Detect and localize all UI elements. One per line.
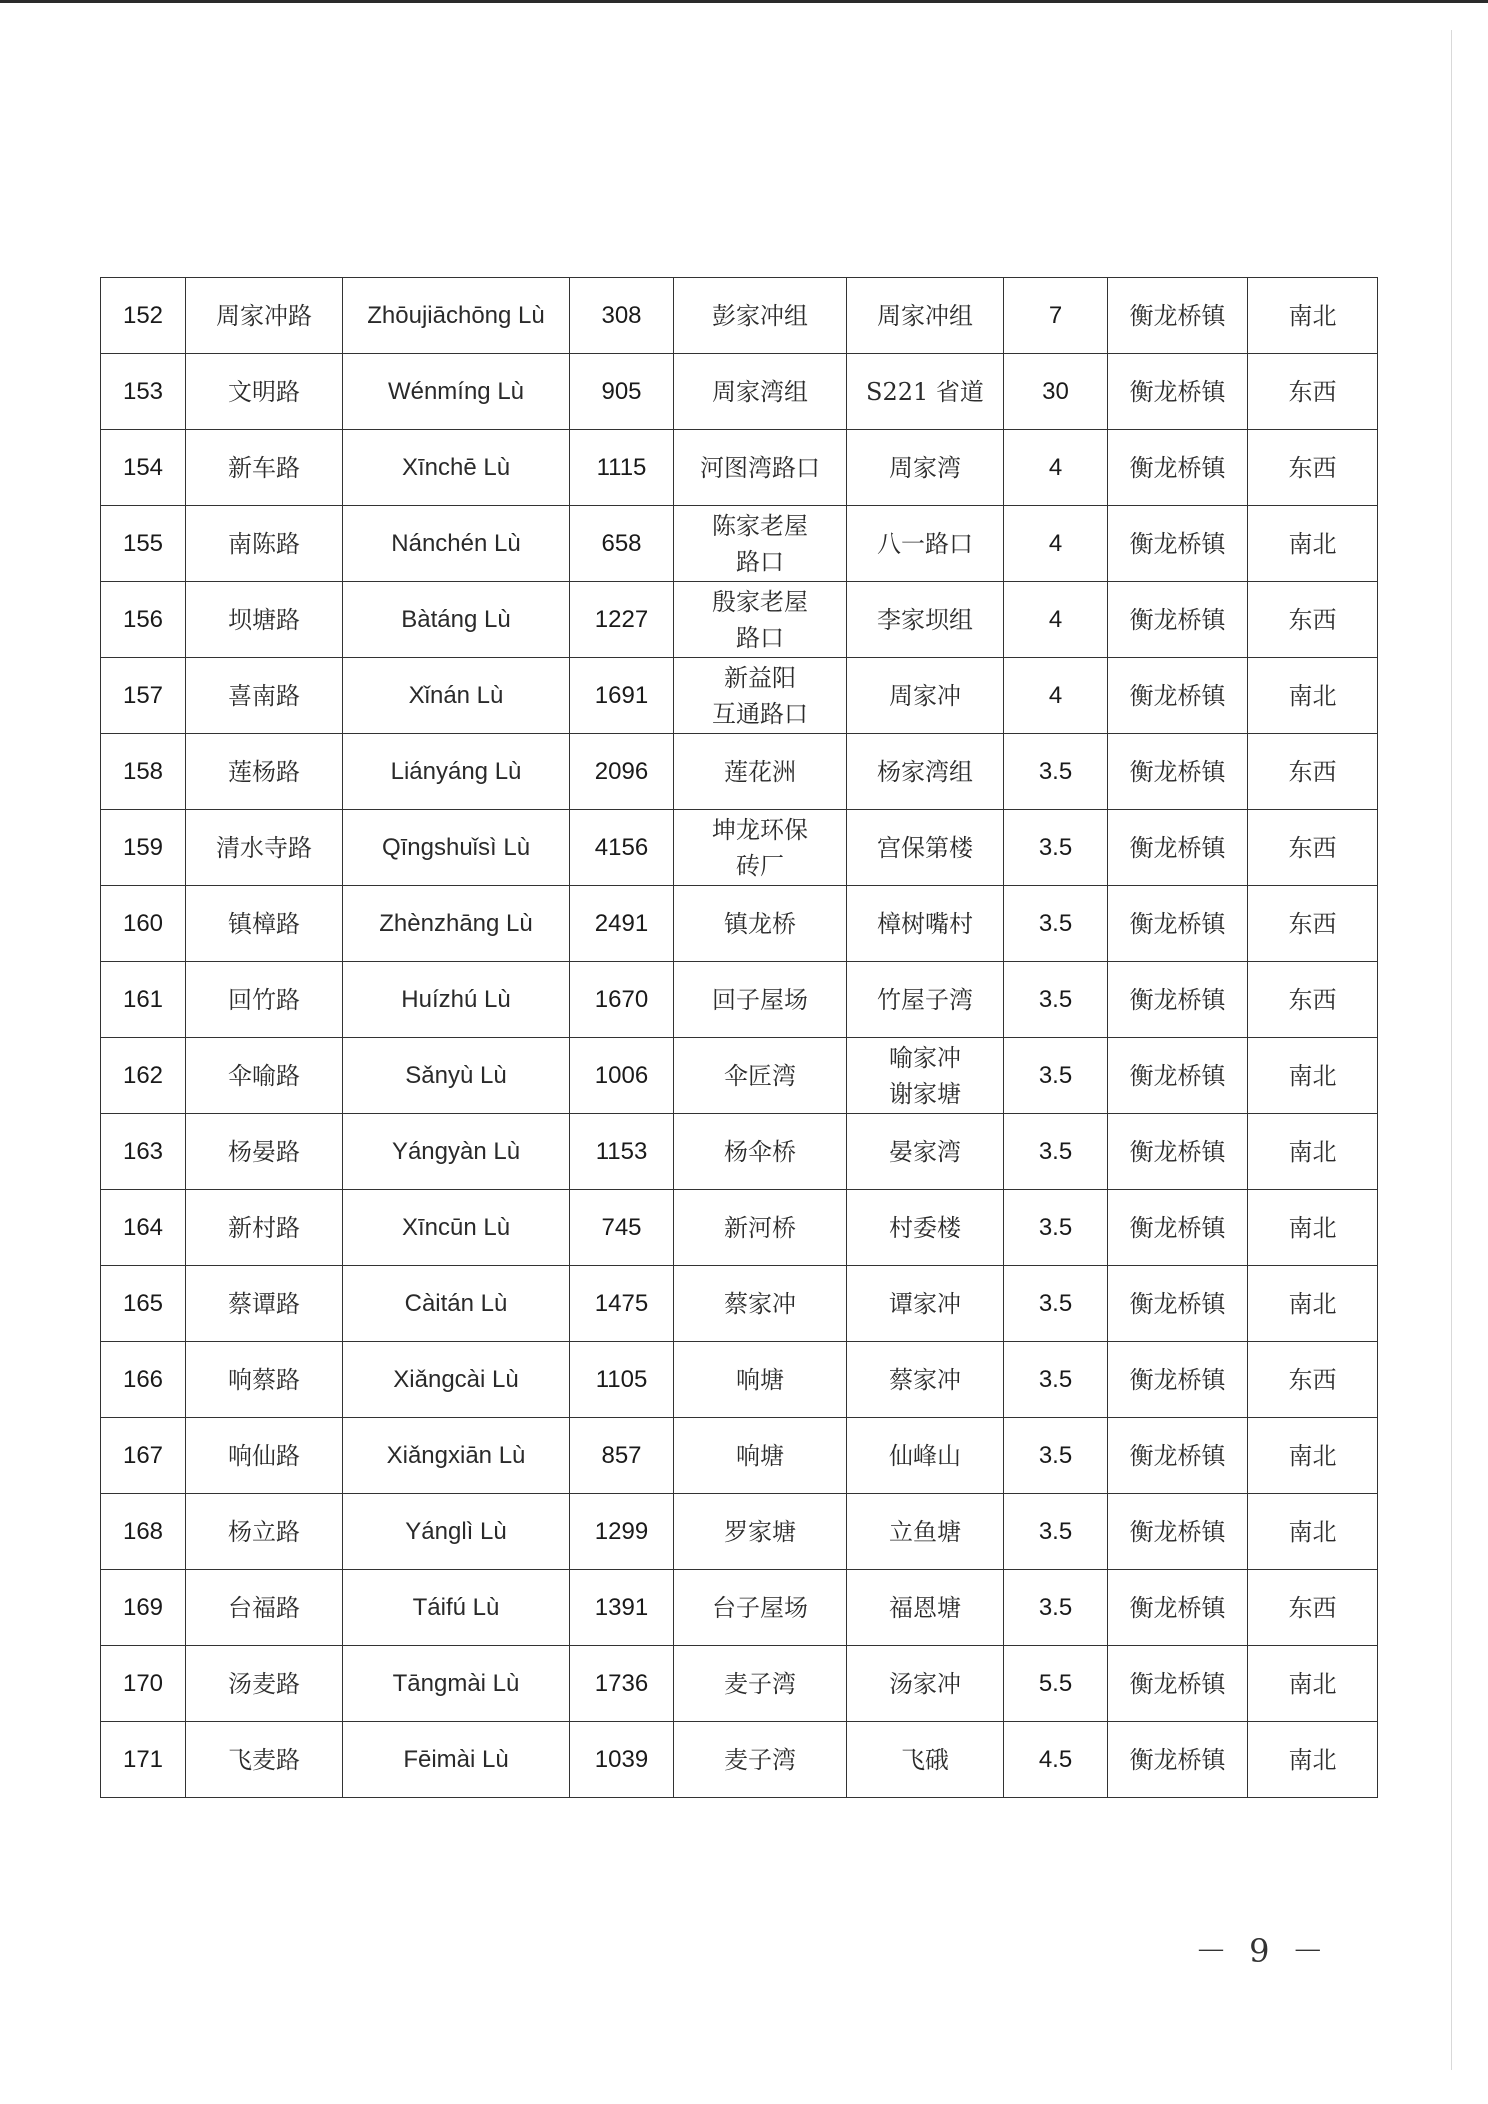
length-cell: 2096	[570, 734, 674, 810]
start-point-cell: 坤龙环保 砖厂	[674, 810, 847, 886]
table-row	[101, 278, 1378, 354]
length-cell: 1691	[570, 658, 674, 734]
road-name-cell: 汤麦路	[186, 1646, 343, 1722]
start-point-cell: 麦子湾	[674, 1646, 847, 1722]
length-cell: 1115	[570, 430, 674, 506]
end-point-cell: S221 省道	[847, 354, 1004, 430]
end-point-cell: 八一路口	[847, 506, 1004, 582]
end-point-cell: 李家坝组	[847, 582, 1004, 658]
length-cell: 1475	[570, 1266, 674, 1342]
direction-cell: 东西	[1248, 1570, 1378, 1646]
length-cell: 4156	[570, 810, 674, 886]
row-number-cell: 153	[101, 354, 186, 430]
length-cell: 658	[570, 506, 674, 582]
pinyin-cell: Xīnchē Lù	[343, 430, 570, 506]
row-number-cell: 165	[101, 1266, 186, 1342]
table-row	[101, 1114, 1378, 1190]
direction-cell: 东西	[1248, 810, 1378, 886]
table-row	[101, 1722, 1378, 1798]
length-cell: 1153	[570, 1114, 674, 1190]
road-name-cell: 镇樟路	[186, 886, 343, 962]
start-point-cell: 响塘	[674, 1342, 847, 1418]
width-cell: 4.5	[1004, 1722, 1108, 1798]
road-name-cell: 杨立路	[186, 1494, 343, 1570]
pinyin-cell: Xǐnán Lù	[343, 658, 570, 734]
table-row	[101, 734, 1378, 810]
table-row	[101, 810, 1378, 886]
table-body	[101, 278, 1378, 1798]
road-name-cell: 新车路	[186, 430, 343, 506]
end-point-cell: 周家湾	[847, 430, 1004, 506]
row-number-cell: 166	[101, 1342, 186, 1418]
pinyin-cell: Liányáng Lù	[343, 734, 570, 810]
start-point-cell: 莲花洲	[674, 734, 847, 810]
table-row	[101, 1342, 1378, 1418]
direction-cell: 南北	[1248, 1038, 1378, 1114]
end-point-cell: 仙峰山	[847, 1418, 1004, 1494]
direction-cell: 南北	[1248, 1646, 1378, 1722]
direction-cell: 东西	[1248, 962, 1378, 1038]
start-point-cell: 陈家老屋 路口	[674, 506, 847, 582]
road-name-cell: 喜南路	[186, 658, 343, 734]
start-point-cell: 罗家塘	[674, 1494, 847, 1570]
direction-cell: 南北	[1248, 1266, 1378, 1342]
scan-margin-line	[1451, 30, 1452, 2070]
page-number: － 9 －	[1195, 1932, 1330, 1970]
length-cell: 1006	[570, 1038, 674, 1114]
width-cell: 3.5	[1004, 1494, 1108, 1570]
table-row	[101, 582, 1378, 658]
table-row	[101, 1494, 1378, 1570]
row-number-cell: 170	[101, 1646, 186, 1722]
end-point-cell: 杨家湾组	[847, 734, 1004, 810]
width-cell: 3.5	[1004, 1570, 1108, 1646]
pinyin-cell: Nánchén Lù	[343, 506, 570, 582]
row-number-cell: 161	[101, 962, 186, 1038]
width-cell: 3.5	[1004, 1342, 1108, 1418]
town-cell: 衡龙桥镇	[1108, 430, 1248, 506]
end-point-cell: 晏家湾	[847, 1114, 1004, 1190]
start-point-cell: 回子屋场	[674, 962, 847, 1038]
direction-cell: 东西	[1248, 1342, 1378, 1418]
width-cell: 4	[1004, 506, 1108, 582]
table-row	[101, 1646, 1378, 1722]
pinyin-cell: Bàtáng Lù	[343, 582, 570, 658]
direction-cell: 南北	[1248, 658, 1378, 734]
town-cell: 衡龙桥镇	[1108, 582, 1248, 658]
start-point-cell: 殷家老屋 路口	[674, 582, 847, 658]
width-cell: 3.5	[1004, 1190, 1108, 1266]
pinyin-cell: Qīngshuǐsì Lù	[343, 810, 570, 886]
end-point-cell: 蔡家冲	[847, 1342, 1004, 1418]
length-cell: 1736	[570, 1646, 674, 1722]
town-cell: 衡龙桥镇	[1108, 1570, 1248, 1646]
width-cell: 4	[1004, 582, 1108, 658]
row-number-cell: 164	[101, 1190, 186, 1266]
width-cell: 5.5	[1004, 1646, 1108, 1722]
town-cell: 衡龙桥镇	[1108, 1494, 1248, 1570]
row-number-cell: 154	[101, 430, 186, 506]
length-cell: 905	[570, 354, 674, 430]
pinyin-cell: Xiǎngxiān Lù	[343, 1418, 570, 1494]
width-cell: 3.5	[1004, 734, 1108, 810]
road-name-cell: 回竹路	[186, 962, 343, 1038]
row-number-cell: 162	[101, 1038, 186, 1114]
road-name-cell: 响蔡路	[186, 1342, 343, 1418]
start-point-cell: 周家湾组	[674, 354, 847, 430]
start-point-cell: 镇龙桥	[674, 886, 847, 962]
direction-cell: 南北	[1248, 1190, 1378, 1266]
road-name-cell: 南陈路	[186, 506, 343, 582]
town-cell: 衡龙桥镇	[1108, 506, 1248, 582]
town-cell: 衡龙桥镇	[1108, 1646, 1248, 1722]
pinyin-cell: Xīncūn Lù	[343, 1190, 570, 1266]
width-cell: 4	[1004, 658, 1108, 734]
length-cell: 1670	[570, 962, 674, 1038]
road-name-cell: 周家冲路	[186, 278, 343, 354]
town-cell: 衡龙桥镇	[1108, 1342, 1248, 1418]
direction-cell: 南北	[1248, 1494, 1378, 1570]
road-name-cell: 台福路	[186, 1570, 343, 1646]
length-cell: 1039	[570, 1722, 674, 1798]
table-row	[101, 886, 1378, 962]
town-cell: 衡龙桥镇	[1108, 1418, 1248, 1494]
length-cell: 1227	[570, 582, 674, 658]
table-row	[101, 506, 1378, 582]
town-cell: 衡龙桥镇	[1108, 1190, 1248, 1266]
town-cell: 衡龙桥镇	[1108, 1266, 1248, 1342]
table-row	[101, 1190, 1378, 1266]
end-point-cell: 立鱼塘	[847, 1494, 1004, 1570]
row-number-cell: 157	[101, 658, 186, 734]
width-cell: 7	[1004, 278, 1108, 354]
table-row	[101, 1418, 1378, 1494]
pinyin-cell: Fēimài Lù	[343, 1722, 570, 1798]
direction-cell: 南北	[1248, 278, 1378, 354]
town-cell: 衡龙桥镇	[1108, 278, 1248, 354]
pinyin-cell: Táifú Lù	[343, 1570, 570, 1646]
town-cell: 衡龙桥镇	[1108, 1722, 1248, 1798]
row-number-cell: 171	[101, 1722, 186, 1798]
row-number-cell: 158	[101, 734, 186, 810]
direction-cell: 东西	[1248, 734, 1378, 810]
end-point-cell: 竹屋子湾	[847, 962, 1004, 1038]
pinyin-cell: Sǎnyù Lù	[343, 1038, 570, 1114]
direction-cell: 东西	[1248, 582, 1378, 658]
road-name-cell: 杨晏路	[186, 1114, 343, 1190]
scan-edge	[0, 0, 1488, 3]
town-cell: 衡龙桥镇	[1108, 810, 1248, 886]
table-row	[101, 1266, 1378, 1342]
start-point-cell: 杨伞桥	[674, 1114, 847, 1190]
end-point-cell: 樟树嘴村	[847, 886, 1004, 962]
row-number-cell: 156	[101, 582, 186, 658]
end-point-cell: 周家冲	[847, 658, 1004, 734]
row-number-cell: 168	[101, 1494, 186, 1570]
end-point-cell: 汤家冲	[847, 1646, 1004, 1722]
direction-cell: 南北	[1248, 1114, 1378, 1190]
town-cell: 衡龙桥镇	[1108, 962, 1248, 1038]
row-number-cell: 159	[101, 810, 186, 886]
pinyin-cell: Zhènzhāng Lù	[343, 886, 570, 962]
length-cell: 308	[570, 278, 674, 354]
end-point-cell: 谭家冲	[847, 1266, 1004, 1342]
width-cell: 4	[1004, 430, 1108, 506]
pinyin-cell: Tāngmài Lù	[343, 1646, 570, 1722]
town-cell: 衡龙桥镇	[1108, 658, 1248, 734]
length-cell: 745	[570, 1190, 674, 1266]
road-name-cell: 新村路	[186, 1190, 343, 1266]
start-point-cell: 台子屋场	[674, 1570, 847, 1646]
direction-cell: 东西	[1248, 886, 1378, 962]
row-number-cell: 155	[101, 506, 186, 582]
length-cell: 1105	[570, 1342, 674, 1418]
end-point-cell: 村委楼	[847, 1190, 1004, 1266]
row-number-cell: 169	[101, 1570, 186, 1646]
width-cell: 3.5	[1004, 1266, 1108, 1342]
road-name-cell: 蔡谭路	[186, 1266, 343, 1342]
length-cell: 857	[570, 1418, 674, 1494]
width-cell: 3.5	[1004, 1418, 1108, 1494]
town-cell: 衡龙桥镇	[1108, 1114, 1248, 1190]
end-point-cell: 喻家冲 谢家塘	[847, 1038, 1004, 1114]
width-cell: 3.5	[1004, 1038, 1108, 1114]
road-name-cell: 飞麦路	[186, 1722, 343, 1798]
start-point-cell: 彭家冲组	[674, 278, 847, 354]
end-point-cell: 周家冲组	[847, 278, 1004, 354]
length-cell: 2491	[570, 886, 674, 962]
town-cell: 衡龙桥镇	[1108, 354, 1248, 430]
road-name-cell: 文明路	[186, 354, 343, 430]
direction-cell: 南北	[1248, 506, 1378, 582]
table-row	[101, 1570, 1378, 1646]
direction-cell: 南北	[1248, 1418, 1378, 1494]
length-cell: 1299	[570, 1494, 674, 1570]
width-cell: 3.5	[1004, 1114, 1108, 1190]
row-number-cell: 167	[101, 1418, 186, 1494]
town-cell: 衡龙桥镇	[1108, 734, 1248, 810]
pinyin-cell: Yángyàn Lù	[343, 1114, 570, 1190]
town-cell: 衡龙桥镇	[1108, 886, 1248, 962]
start-point-cell: 新河桥	[674, 1190, 847, 1266]
table-row	[101, 658, 1378, 734]
town-cell: 衡龙桥镇	[1108, 1038, 1248, 1114]
road-name-cell: 响仙路	[186, 1418, 343, 1494]
table-row	[101, 354, 1378, 430]
direction-cell: 东西	[1248, 354, 1378, 430]
start-point-cell: 麦子湾	[674, 1722, 847, 1798]
length-cell: 1391	[570, 1570, 674, 1646]
start-point-cell: 河图湾路口	[674, 430, 847, 506]
pinyin-cell: Wénmíng Lù	[343, 354, 570, 430]
width-cell: 3.5	[1004, 962, 1108, 1038]
end-point-cell: 飞硪	[847, 1722, 1004, 1798]
start-point-cell: 伞匠湾	[674, 1038, 847, 1114]
width-cell: 3.5	[1004, 886, 1108, 962]
road-name-cell: 莲杨路	[186, 734, 343, 810]
pinyin-cell: Zhōujiāchōng Lù	[343, 278, 570, 354]
pinyin-cell: Xiǎngcài Lù	[343, 1342, 570, 1418]
pinyin-cell: Yánglì Lù	[343, 1494, 570, 1570]
row-number-cell: 152	[101, 278, 186, 354]
pinyin-cell: Huízhú Lù	[343, 962, 570, 1038]
direction-cell: 南北	[1248, 1722, 1378, 1798]
start-point-cell: 响塘	[674, 1418, 847, 1494]
road-name-cell: 坝塘路	[186, 582, 343, 658]
start-point-cell: 蔡家冲	[674, 1266, 847, 1342]
pinyin-cell: Càitán Lù	[343, 1266, 570, 1342]
road-name-cell: 伞喻路	[186, 1038, 343, 1114]
table-row	[101, 1038, 1378, 1114]
end-point-cell: 宫保第楼	[847, 810, 1004, 886]
road-name-cell: 清水寺路	[186, 810, 343, 886]
row-number-cell: 163	[101, 1114, 186, 1190]
direction-cell: 东西	[1248, 430, 1378, 506]
start-point-cell: 新益阳 互通路口	[674, 658, 847, 734]
table-row	[101, 430, 1378, 506]
width-cell: 30	[1004, 354, 1108, 430]
road-names-table	[100, 277, 1378, 1798]
row-number-cell: 160	[101, 886, 186, 962]
width-cell: 3.5	[1004, 810, 1108, 886]
table-row	[101, 962, 1378, 1038]
end-point-cell: 福恩塘	[847, 1570, 1004, 1646]
